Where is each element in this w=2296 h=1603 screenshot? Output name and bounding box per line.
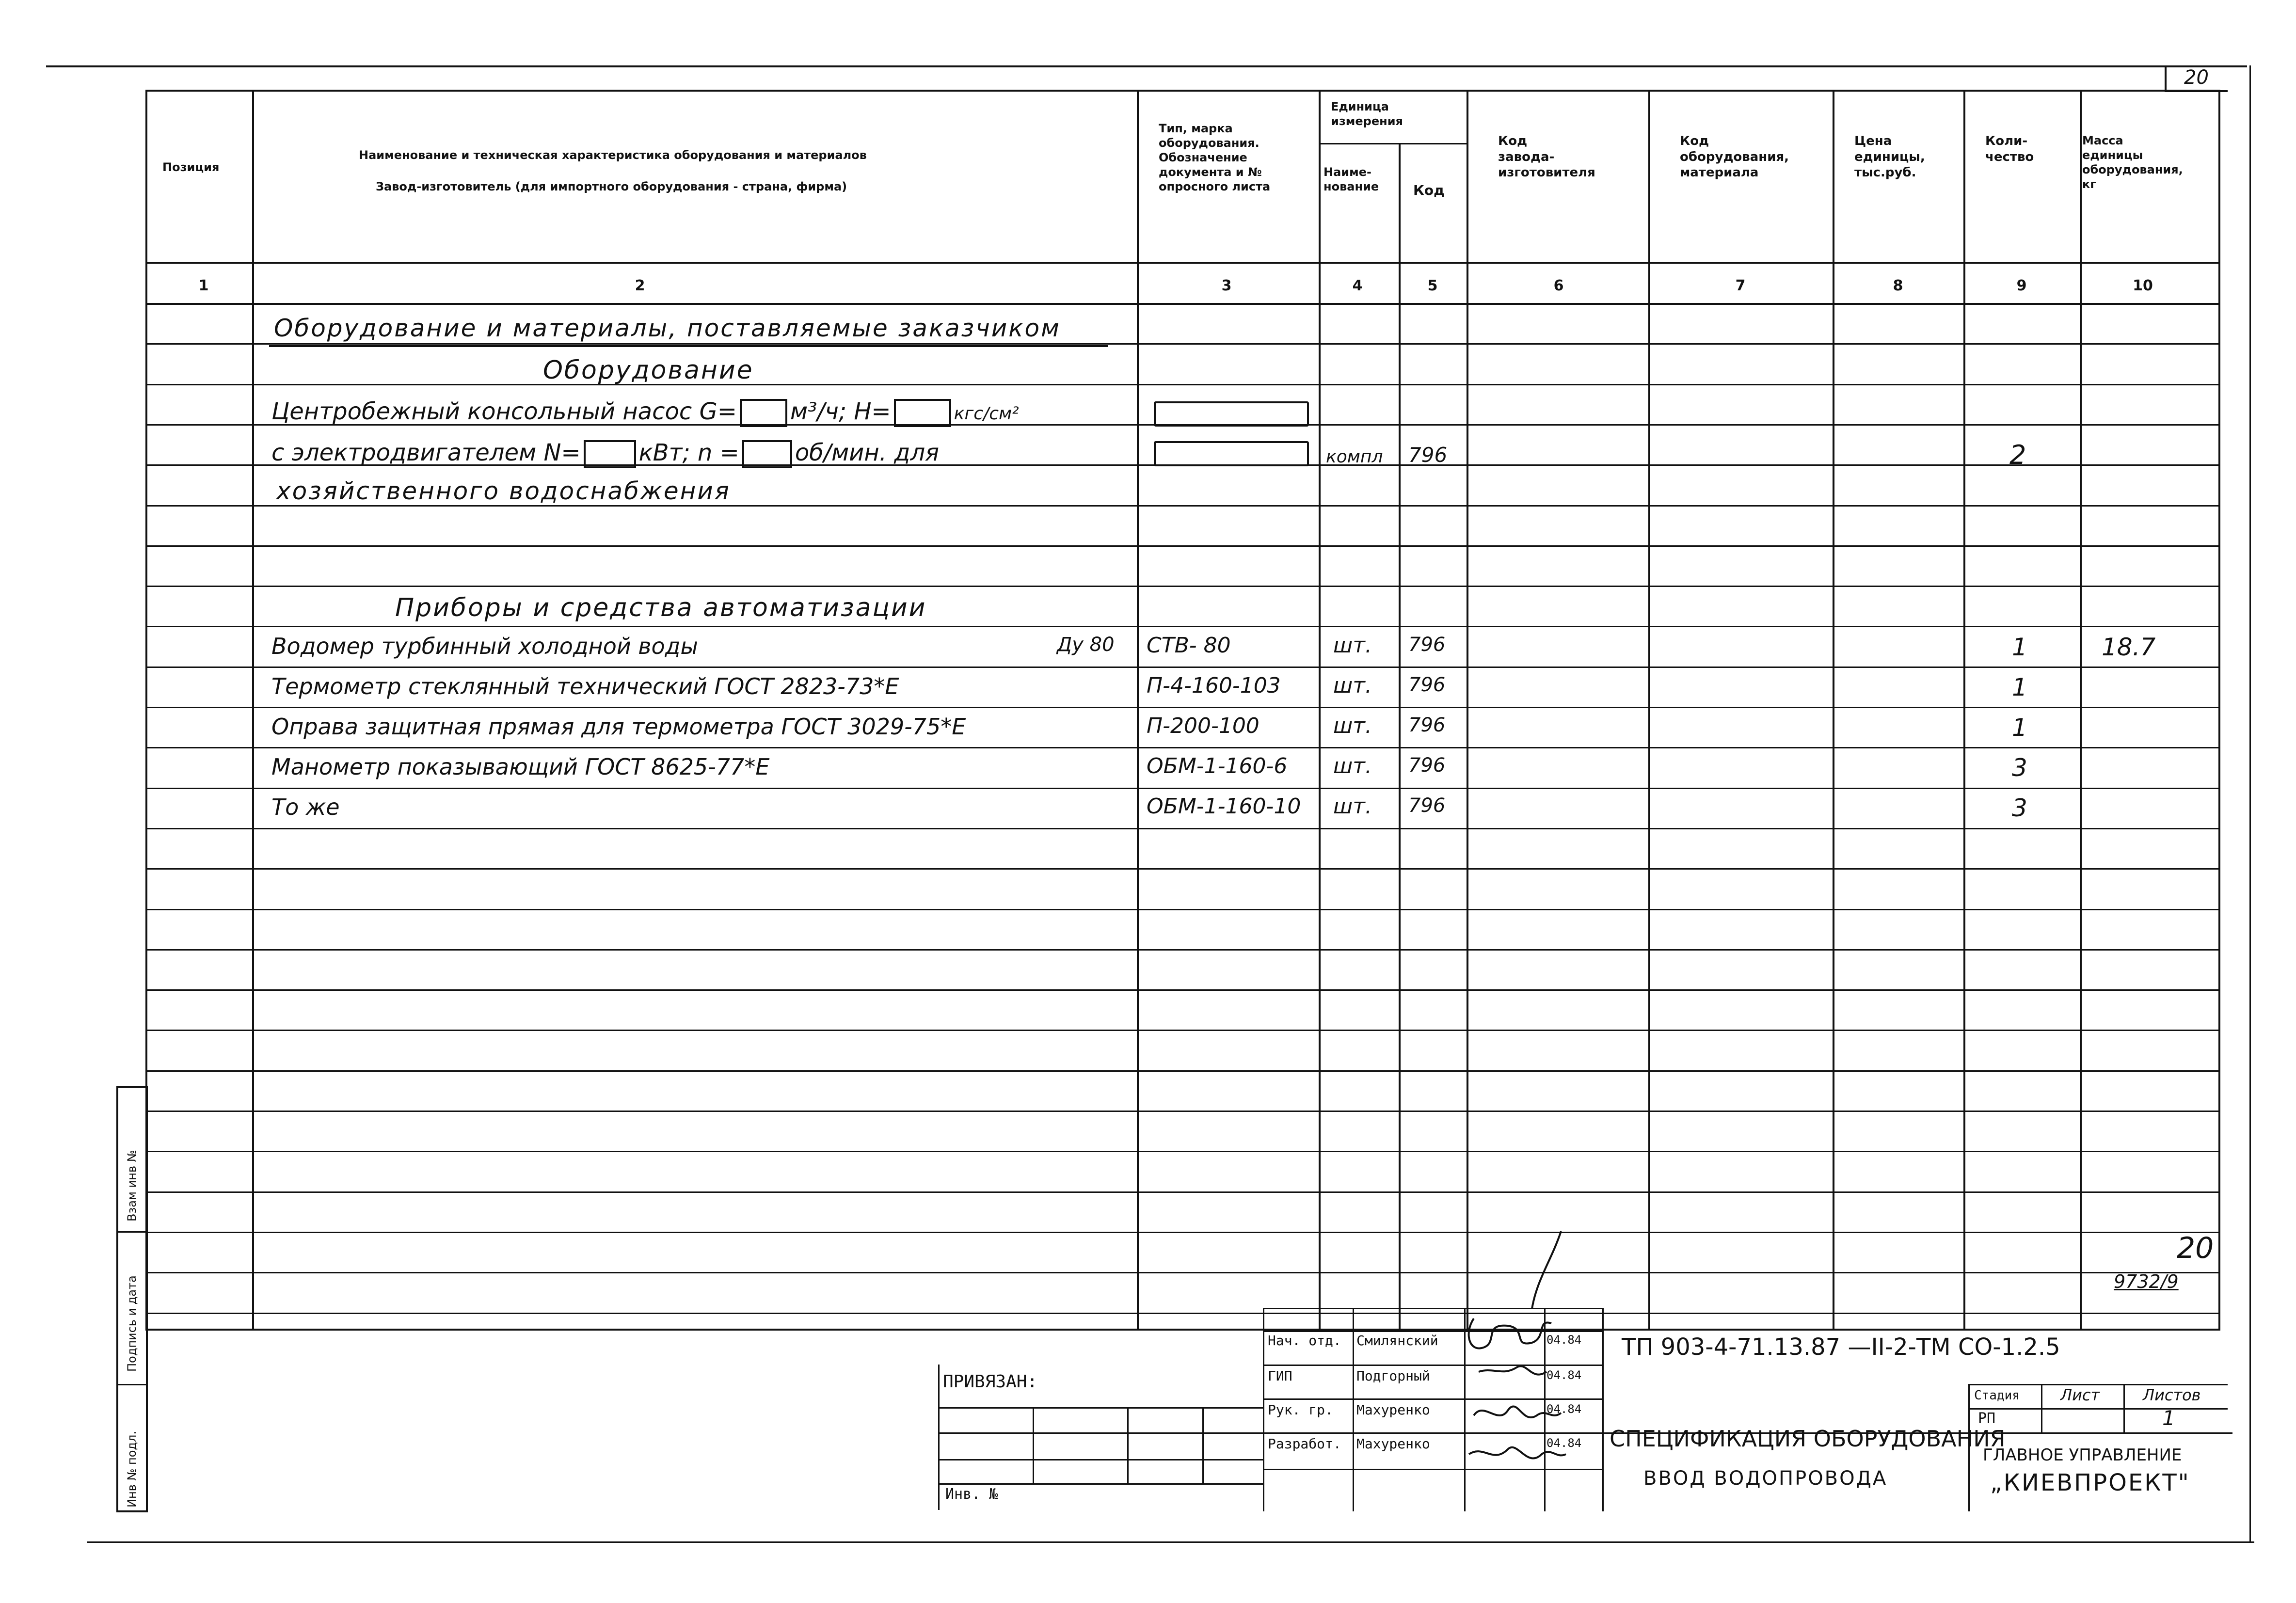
archive-number: 9732/9 [2114, 1271, 2179, 1292]
staff-date: 04.84 [1547, 1333, 1582, 1347]
colnum-2: 2 [635, 277, 645, 294]
item-name: Термометр стеклянный технический ГОСТ 2823-73*Е [271, 673, 899, 699]
staff-role: Нач. отд. [1268, 1333, 1341, 1349]
row-line [145, 1151, 2220, 1152]
row-line [145, 1070, 2220, 1072]
row-pump-line3: хозяйственного водоснабжения [276, 477, 731, 505]
col-line-5 [1467, 90, 1468, 1331]
staff-name: Махуренко [1356, 1402, 1430, 1418]
designation: ТП 903-4-71.13.87 —II-2-ТМ СО-1.2.5 [1622, 1333, 2060, 1361]
header-price: Цена единицы, тыс.руб. [1854, 134, 1925, 180]
col-line-1 [252, 90, 254, 1331]
pump-head-blank [894, 399, 951, 427]
col-line-2 [1137, 90, 1139, 1331]
col-line-3 [1319, 90, 1321, 1331]
item-unit: шт. [1333, 754, 1372, 778]
staff-vline-5 [1602, 1308, 1604, 1511]
colnum-7: 7 [1735, 277, 1746, 294]
col-line-6 [1648, 90, 1650, 1331]
row-section-title: Оборудование и материалы, поставляемые заказчиком [274, 314, 1061, 342]
signature-scribbles [1454, 1222, 1580, 1512]
row-line [145, 949, 2220, 951]
bound-vline-2 [1033, 1407, 1034, 1483]
pump-flow-blank [740, 399, 787, 427]
row-subsection-equipment: Оборудование [543, 356, 754, 385]
row-line [145, 1313, 2220, 1314]
bound-line-mid2 [938, 1459, 1263, 1460]
header-name-line1: Наименование и техническая характеристика оборудования и материалов [359, 148, 867, 162]
staff-role: ГИП [1268, 1368, 1292, 1384]
item-unit: шт. [1333, 794, 1372, 819]
item-name-right: Ду 80 [1057, 634, 1115, 656]
stage-top-line [1968, 1384, 2228, 1385]
row-line [145, 667, 2220, 668]
colnum-4: 4 [1352, 277, 1363, 294]
item-code: 796 [1408, 754, 1446, 777]
corner-page-number: 20 [2184, 66, 2209, 89]
row-line [145, 1272, 2220, 1273]
staff-role: Разработ. [1268, 1436, 1341, 1452]
item-qty: 1 [2012, 633, 2027, 661]
col-line-9 [2080, 90, 2082, 1331]
col-line-7 [1833, 90, 1834, 1331]
bound-vline-4 [1202, 1407, 1204, 1483]
row-line [145, 909, 2220, 910]
colnum-3: 3 [1221, 277, 1232, 294]
staff-role: Рук. гр. [1268, 1402, 1333, 1418]
stage-vline-2 [2123, 1384, 2125, 1432]
header-type: Тип, марка оборудования. Обозначение документа и № опросного листа [1159, 122, 1271, 193]
row-line [145, 1111, 2220, 1112]
header-name-line2: Завод-изготовитель (для импортного оборудования - страна, фирма) [376, 180, 847, 193]
item-unit: шт. [1333, 714, 1372, 738]
item-qty: 3 [2012, 794, 2027, 822]
bound-vline-3 [1127, 1407, 1129, 1483]
doc-title-line2: ВВОД ВОДОПРОВОДА [1643, 1467, 1888, 1490]
bound-vline-1 [938, 1365, 940, 1510]
row-line [145, 505, 2220, 507]
staff-name: Смилянский [1356, 1333, 1438, 1349]
row-line [145, 384, 2220, 385]
side-stamp-inv: Инв № подл. [125, 1431, 139, 1508]
colnum-6: 6 [1553, 277, 1564, 294]
item-type: П-200-100 [1147, 714, 1260, 738]
row3-unit: компл [1326, 447, 1383, 467]
staff-date: 04.84 [1547, 1368, 1582, 1382]
item-qty: 3 [2012, 754, 2027, 782]
stage-vline-1 [2041, 1384, 2042, 1432]
row-line [145, 545, 2220, 547]
row-line [145, 747, 2220, 748]
row-line [145, 1191, 2220, 1193]
header-plant-code: Код завода- изготовителя [1498, 134, 1595, 180]
row-line [145, 868, 2220, 870]
motor-type-blank [1154, 441, 1309, 466]
item-code: 796 [1408, 714, 1446, 736]
header-unit-code: Код [1413, 182, 1445, 198]
staff-date: 04.84 [1547, 1402, 1582, 1416]
staff-name: Подгорный [1356, 1368, 1430, 1384]
sheets-value: 1 [2162, 1406, 2175, 1430]
row-subsection-instruments: Приборы и средства автоматизации [395, 593, 927, 622]
colnum-10: 10 [2133, 277, 2153, 294]
colnum-9: 9 [2016, 277, 2027, 294]
org-line2: „КИЕВПРОЕКТ" [1990, 1469, 2190, 1496]
pump-type-blank [1154, 401, 1309, 427]
header-equipment-code: Код оборудования, материала [1680, 134, 1789, 180]
item-code: 796 [1408, 794, 1446, 817]
staff-vline-1 [1263, 1308, 1264, 1511]
side-stamp-div1 [116, 1231, 148, 1233]
item-qty: 1 [2012, 714, 2027, 742]
colnum-1: 1 [198, 277, 209, 294]
stage-label: Стадия [1974, 1388, 2020, 1403]
table-outer-border [145, 90, 2220, 1331]
bound-line-mid3 [938, 1483, 1263, 1485]
row-pump-line2: с электродвигателем N= кВт; n = об/мин. для [271, 440, 939, 468]
org-line1: ГЛАВНОЕ УПРАВЛЕНИЕ [1983, 1445, 2182, 1465]
side-stamp-replace: Взам инв № [125, 1150, 139, 1222]
item-type: ОБМ-1-160-6 [1147, 754, 1288, 778]
item-code: 796 [1408, 674, 1446, 696]
item-name: Оправа защитная прямая для термометра ГОСТ 3029-75*Е [271, 714, 966, 740]
colnum-8: 8 [1893, 277, 1903, 294]
header-position: Позиция [162, 160, 220, 174]
sheet-label: Лист [2060, 1386, 2100, 1404]
stage-mid-line [1968, 1408, 2228, 1410]
item-name: Манометр показывающий ГОСТ 8625-77*Е [271, 754, 770, 780]
header-bottom-line [145, 262, 2220, 264]
col-line-8 [1963, 90, 1965, 1331]
item-qty: 1 [2012, 673, 2027, 701]
row-line [145, 828, 2220, 829]
row3-qty: 2 [2009, 440, 2026, 470]
item-unit: шт. [1333, 633, 1372, 658]
side-stamp-div2 [116, 1384, 148, 1385]
staff-vline-2 [1353, 1308, 1354, 1511]
item-name: То же [271, 794, 340, 820]
bound-line-mid1 [938, 1432, 1263, 1434]
header-quantity: Коли- чество [1985, 134, 2034, 164]
stage-value: РП [1978, 1410, 1996, 1427]
row-line [145, 788, 2220, 789]
item-type: П-4-160-103 [1147, 673, 1281, 698]
inv-label: Инв. № [945, 1486, 998, 1503]
bound-label: ПРИВЯЗАН: [943, 1372, 1038, 1392]
row-line [145, 1030, 2220, 1031]
stage-bottom-line [1968, 1432, 2228, 1434]
item-type: СТВ- 80 [1147, 633, 1231, 658]
item-name: Водомер турбинный холодной воды [271, 633, 698, 659]
item-code: 796 [1408, 634, 1446, 656]
row-line [145, 343, 2220, 345]
header-mass: Масса единицы оборудования, кг [2082, 134, 2183, 191]
side-stamp-signature: Подпись и дата [125, 1275, 139, 1372]
header-unit-name: Наиме- нование [1323, 165, 1379, 193]
sheets-label: Листов [2143, 1386, 2201, 1404]
doc-title-line1: СПЕЦИФИКАЦИЯ ОБОРУДОВАНИЯ [1610, 1426, 2006, 1452]
bottom-page-number: 20 [2177, 1231, 2214, 1265]
header-unit-group: Единица измерения [1331, 100, 1403, 128]
col-line-4 [1399, 143, 1401, 1331]
item-type: ОБМ-1-160-10 [1147, 794, 1301, 819]
item-mass: 18.7 [2102, 633, 2156, 661]
sheet-right-border [2249, 65, 2251, 1541]
row-line [145, 707, 2220, 708]
sheet-bottom-border [87, 1541, 2254, 1543]
motor-power-blank [584, 440, 636, 468]
row3-code: 796 [1408, 443, 1448, 467]
section-title-underline [269, 345, 1108, 347]
motor-speed-blank [742, 440, 792, 468]
row-pump-line1: Центробежный консольный насос G= м³/ч; H= кгс/см² [271, 399, 1019, 427]
sheet-top-border [46, 65, 2247, 67]
bound-line-top [938, 1407, 1263, 1409]
staff-name: Махуренко [1356, 1436, 1430, 1452]
colnum-5: 5 [1427, 277, 1438, 294]
row-line [145, 989, 2220, 991]
row-line [145, 626, 2220, 627]
colnum-bottom-line [145, 303, 2220, 305]
row-line [145, 586, 2220, 587]
staff-date: 04.84 [1547, 1436, 1582, 1450]
unit-group-line [1319, 143, 1467, 144]
item-unit: шт. [1333, 673, 1372, 698]
row-line [145, 1232, 2220, 1233]
